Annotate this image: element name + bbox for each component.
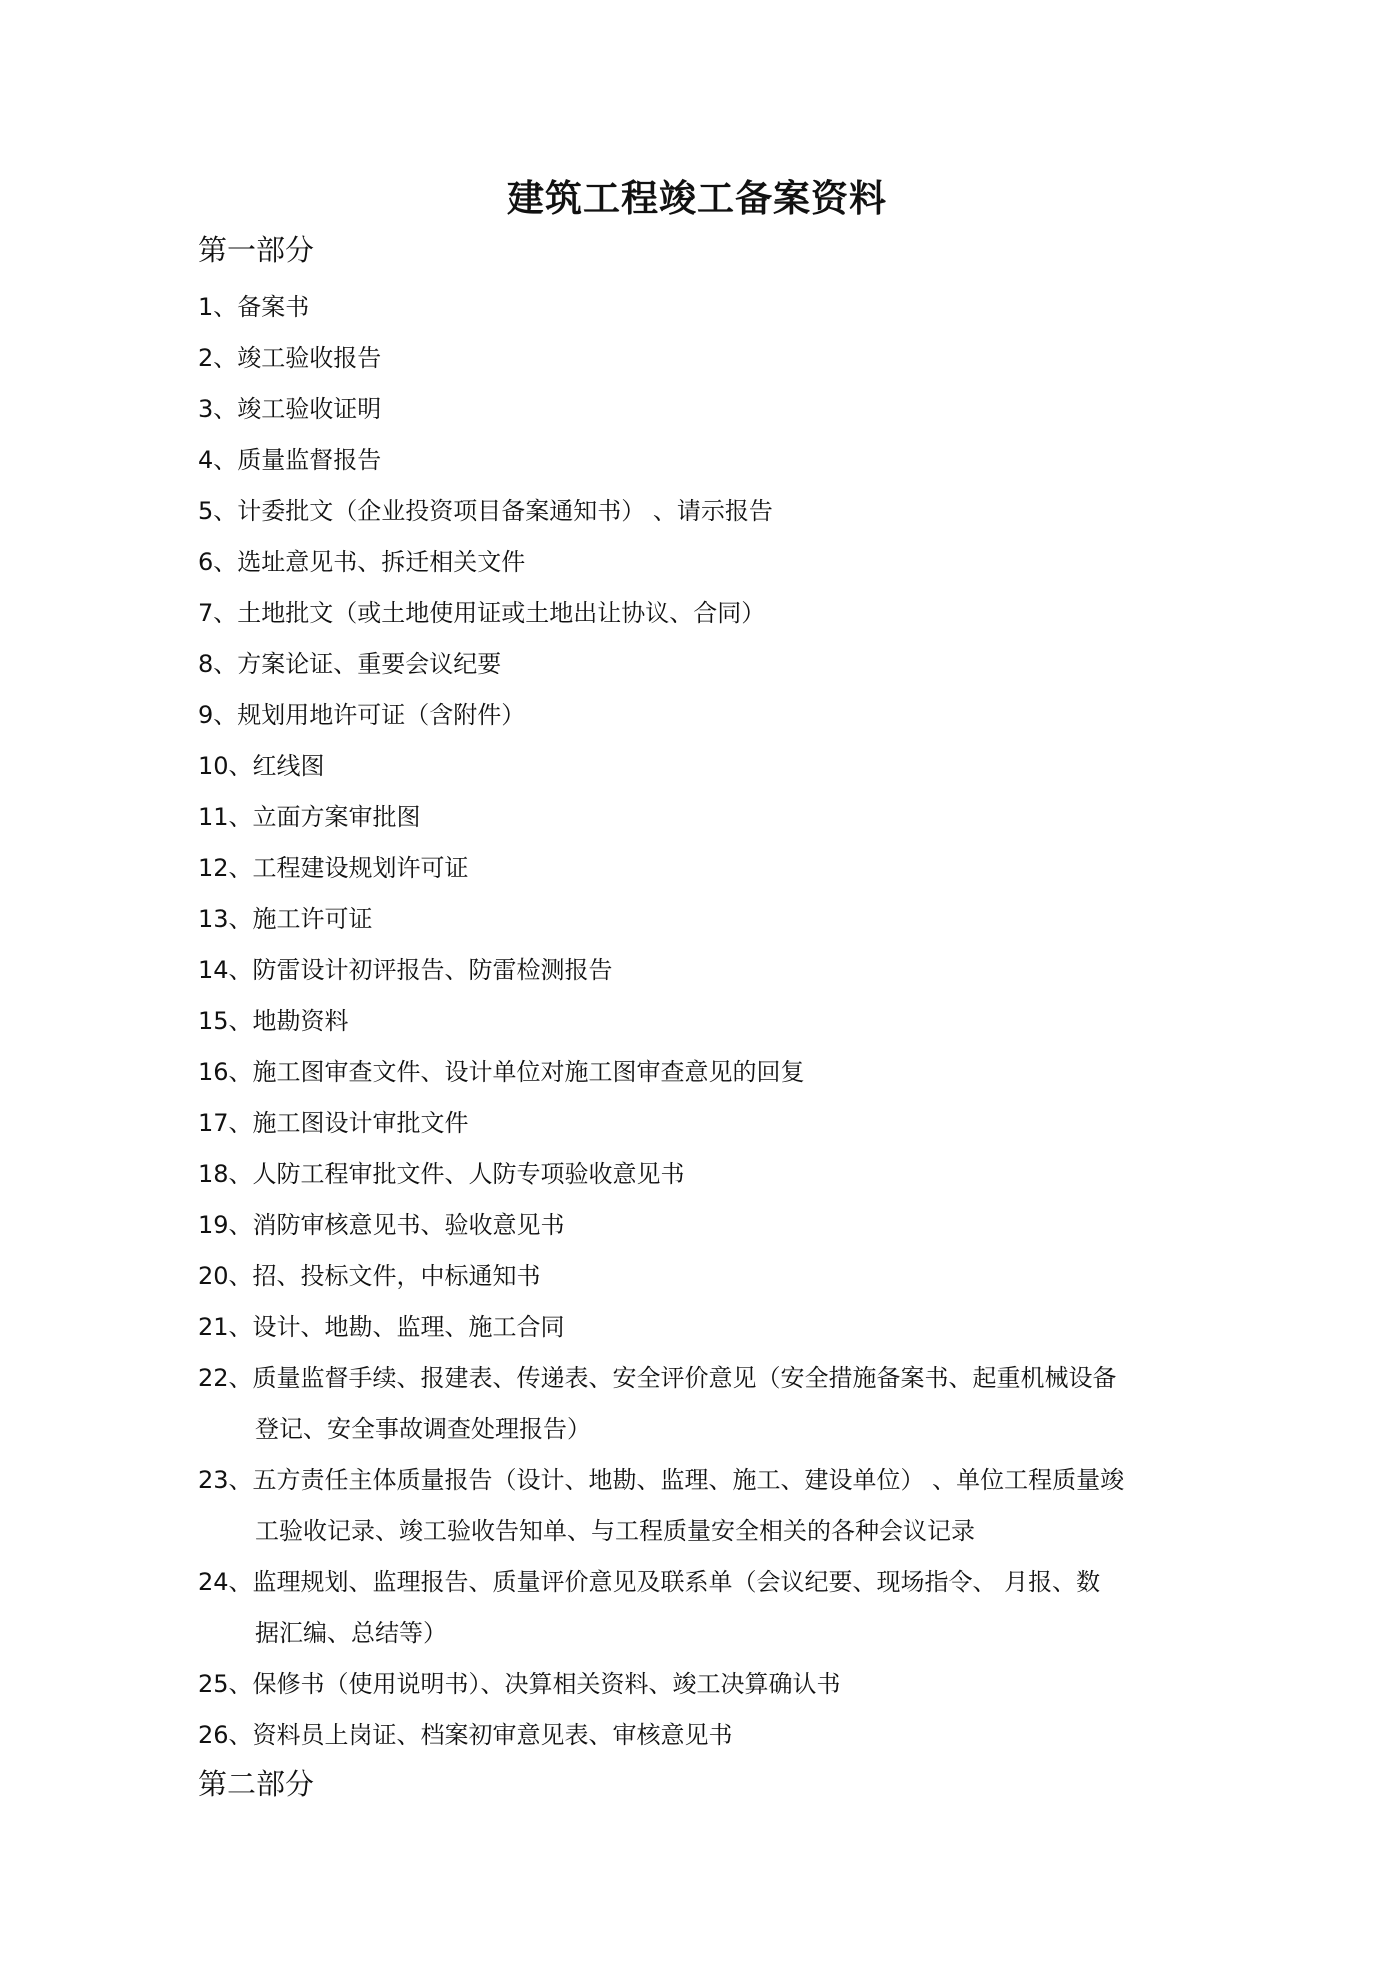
list-item-number: 13、 xyxy=(198,905,253,933)
list-item-continuation: 工验收记录、竣工验收告知单、与工程质量安全相关的各种会议记录 xyxy=(255,1517,975,1545)
list-item xyxy=(198,1302,1278,1353)
list-item xyxy=(198,1353,1278,1455)
section-heading-part-two: 第二部分 xyxy=(198,1767,315,1801)
list-item xyxy=(198,945,1278,996)
list-item xyxy=(198,435,1278,486)
list-item-text: 竣工验收报告 xyxy=(237,344,382,372)
list-item xyxy=(198,792,1278,843)
list-item-text: 施工图设计审批文件 xyxy=(252,1109,469,1137)
list-item-number: 19、 xyxy=(198,1211,253,1239)
list-item xyxy=(198,537,1278,588)
list-item-number: 20、 xyxy=(198,1262,253,1290)
list-item-number: 18、 xyxy=(198,1160,253,1188)
list-item xyxy=(198,741,1278,792)
list-item-text: 土地批文（或土地使用证或土地出让协议、合同） xyxy=(237,599,766,627)
list-item xyxy=(198,1251,1278,1302)
list-item-continuation: 登记、安全事故调查处理报告） xyxy=(255,1415,591,1443)
list-item-text: 地勘资料 xyxy=(252,1007,349,1035)
list-item-number: 17、 xyxy=(198,1109,253,1137)
list-item-number: 12、 xyxy=(198,854,253,882)
list-item-number: 5、 xyxy=(198,497,238,525)
list-item-number: 22、 xyxy=(198,1364,253,1392)
list-item-number: 2、 xyxy=(198,344,238,372)
list-item-text: 选址意见书、拆迁相关文件 xyxy=(237,548,526,576)
list-item xyxy=(198,588,1278,639)
list-item xyxy=(198,1200,1278,1251)
list-item-continuation: 据汇编、总结等） xyxy=(255,1619,447,1647)
list-item-number: 9、 xyxy=(198,701,238,729)
item-list xyxy=(198,282,1278,1761)
list-item-number: 16、 xyxy=(198,1058,253,1086)
list-item-number: 10、 xyxy=(198,752,253,780)
list-item-text: 方案论证、重要会议纪要 xyxy=(237,650,502,678)
list-item-text: 保修书（使用说明书）、决算相关资料、竣工决算确认书 xyxy=(252,1670,841,1698)
list-item-number: 4、 xyxy=(198,446,238,474)
list-item-text: 设计、地勘、监理、施工合同 xyxy=(252,1313,565,1341)
list-item-number: 24、 xyxy=(198,1568,253,1596)
list-item xyxy=(198,1710,1278,1761)
list-item-text: 质量监督手续、报建表、传递表、安全评价意见（安全措施备案书、起重机械设备 xyxy=(252,1364,1117,1392)
list-item xyxy=(198,1659,1278,1710)
list-item-number: 21、 xyxy=(198,1313,253,1341)
list-item xyxy=(198,282,1278,333)
list-item xyxy=(198,996,1278,1047)
list-item xyxy=(198,1149,1278,1200)
list-item xyxy=(198,384,1278,435)
list-item-text: 备案书 xyxy=(237,293,310,321)
list-item-number: 1、 xyxy=(198,293,238,321)
list-item-text: 红线图 xyxy=(252,752,325,780)
list-item xyxy=(198,894,1278,945)
list-item xyxy=(198,1098,1278,1149)
list-item-text: 消防审核意见书、验收意见书 xyxy=(252,1211,565,1239)
list-item-text: 人防工程审批文件、人防专项验收意见书 xyxy=(252,1160,685,1188)
list-item xyxy=(198,843,1278,894)
list-item xyxy=(198,486,1278,537)
list-item-number: 7、 xyxy=(198,599,238,627)
list-item-text: 工程建设规划许可证 xyxy=(252,854,469,882)
list-item-text: 防雷设计初评报告、防雷检测报告 xyxy=(252,956,613,984)
list-item-number: 11、 xyxy=(198,803,253,831)
list-item-number: 15、 xyxy=(198,1007,253,1035)
list-item-number: 8、 xyxy=(198,650,238,678)
list-item xyxy=(198,1455,1278,1557)
list-item-text: 立面方案审批图 xyxy=(252,803,421,831)
list-item-number: 6、 xyxy=(198,548,238,576)
list-item-text: 五方责任主体质量报告（设计、地勘、监理、施工、建设单位） 、单位工程质量竣 xyxy=(252,1466,1125,1494)
section-heading-part-one: 第一部分 xyxy=(198,233,315,267)
list-item-text: 招、投标文件，中标通知书 xyxy=(252,1262,541,1290)
list-item-text: 资料员上岗证、档案初审意见表、审核意见书 xyxy=(252,1721,733,1749)
list-item xyxy=(198,333,1278,384)
list-item-number: 25、 xyxy=(198,1670,253,1698)
document-title: 建筑工程竣工备案资料 xyxy=(507,177,887,220)
list-item-text: 监理规划、监理报告、质量评价意见及联系单（会议纪要、现场指令、 月报、数 xyxy=(252,1568,1101,1596)
list-item xyxy=(198,639,1278,690)
list-item-text: 规划用地许可证（含附件） xyxy=(237,701,526,729)
list-item-number: 3、 xyxy=(198,395,238,423)
list-item-number: 14、 xyxy=(198,956,253,984)
list-item-text: 竣工验收证明 xyxy=(237,395,382,423)
list-item-text: 施工许可证 xyxy=(252,905,373,933)
list-item xyxy=(198,690,1278,741)
list-item xyxy=(198,1047,1278,1098)
list-item-text: 质量监督报告 xyxy=(237,446,382,474)
list-item xyxy=(198,1557,1278,1659)
list-item-text: 计委批文（企业投资项目备案通知书） 、请示报告 xyxy=(237,497,773,525)
list-item-text: 施工图审查文件、设计单位对施工图审查意见的回复 xyxy=(252,1058,805,1086)
list-item-number: 26、 xyxy=(198,1721,253,1749)
list-item-number: 23、 xyxy=(198,1466,253,1494)
